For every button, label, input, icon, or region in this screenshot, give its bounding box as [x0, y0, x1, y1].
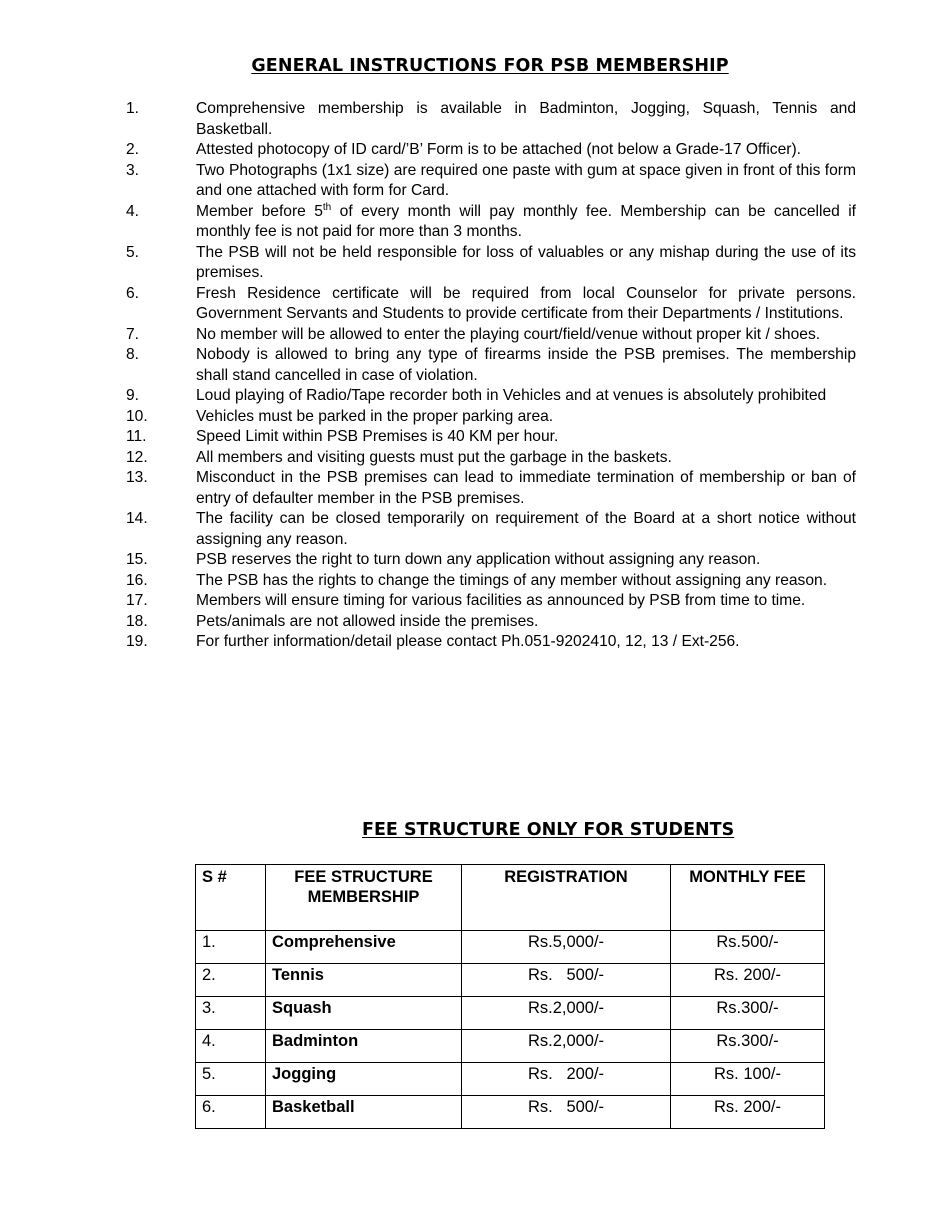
instruction-text: All members and visiting guests must put the garbage in the baskets.: [196, 448, 672, 466]
instruction-text: For further information/detail please contact Ph.051-9202410, 12, 13 / Ext-256.: [196, 633, 740, 650]
instruction-text: Two Photographs (1x1 size) are required one paste with gum at space given in front of this form and one attached with form for Card.: [196, 161, 856, 199]
instruction-text: The PSB has the rights to change the timings of any member without assigning any reason.: [196, 571, 828, 589]
cell-serial-number: 3.: [196, 997, 266, 1030]
instruction-text: Speed Limit within PSB Premises is 40 KM per hour.: [196, 428, 559, 445]
instruction-text: PSB reserves the right to turn down any application without assigning any reason.: [196, 551, 761, 568]
instruction-text: Nobody is allowed to bring any type of firearms inside the PSB premises. The membership shall stand cancelled in case of violation.: [196, 346, 856, 384]
instruction-number: 17.: [126, 592, 148, 609]
cell-serial-number: 2.: [196, 964, 266, 997]
instruction-item: [126, 345, 856, 386]
instruction-number: 2.: [126, 141, 140, 158]
cell-serial-number: 1.: [196, 931, 266, 964]
cell-membership: Comprehensive: [266, 931, 462, 964]
instruction-item: [126, 571, 856, 592]
instruction-item: [126, 509, 856, 550]
table-row: [196, 1096, 825, 1129]
cell-membership: Squash: [266, 997, 462, 1030]
instruction-number: 4.: [126, 202, 140, 220]
instruction-item: [126, 427, 856, 448]
instruction-text: The PSB will not be held responsible for loss of valuables or any mishap during the use of its premises.: [196, 243, 856, 281]
instruction-number: 15.: [126, 551, 148, 568]
instruction-text: No member will be allowed to enter the playing court/field/venue without proper kit / shoes.: [196, 325, 821, 343]
instruction-item: [126, 140, 856, 161]
header-membership: FEE STRUCTURE MEMBERSHIP: [266, 865, 462, 931]
instruction-text-start: Member before 5: [196, 202, 323, 220]
instruction-number: 13.: [126, 469, 148, 486]
instruction-number: 19.: [126, 633, 148, 650]
fee-structure-table: [195, 864, 825, 1129]
table-row: [196, 931, 825, 964]
cell-monthly-fee: Rs.300/-: [671, 997, 825, 1030]
page-title: GENERAL INSTRUCTIONS FOR PSB MEMBERSHIP: [251, 56, 729, 76]
instruction-list: [126, 99, 856, 653]
fee-structure-title: FEE STRUCTURE ONLY FOR STUDENTS: [362, 820, 735, 840]
instruction-item: [126, 386, 856, 407]
table-row: [196, 1030, 825, 1063]
ordinal-superscript: th: [322, 201, 332, 213]
instruction-text: Members will ensure timing for various facilities as announced by PSB from time to time.: [196, 592, 806, 609]
instruction-text-end: of every month will pay monthly fee. Membership can be cancelled if monthly fee is not paid for more than 3 months.: [196, 202, 856, 240]
instruction-text: The facility can be closed temporarily on requirement of the Board at a short notice without assigning any reason.: [196, 510, 856, 548]
instruction-item: [126, 202, 856, 243]
instruction-text: Misconduct in the PSB premises can lead to immediate termination of membership or ban of entry of defaulter member in the PSB premises.: [196, 469, 856, 507]
instruction-item: [126, 632, 856, 653]
instruction-item: [126, 591, 856, 612]
table-row: [196, 1063, 825, 1096]
instruction-text: Pets/animals are not allowed inside the premises.: [196, 612, 539, 630]
instruction-item: [126, 99, 856, 140]
instruction-number: 6.: [126, 284, 140, 302]
table-header-row: [196, 865, 825, 931]
cell-membership: Badminton: [266, 1030, 462, 1063]
instruction-item: [126, 161, 856, 202]
cell-registration: Rs.2,000/-: [462, 1030, 671, 1063]
cell-monthly-fee: Rs. 100/-: [671, 1063, 825, 1096]
cell-registration: Rs. 200/-: [462, 1063, 671, 1096]
instruction-item: [126, 468, 856, 509]
table-row: [196, 964, 825, 997]
cell-serial-number: 4.: [196, 1030, 266, 1063]
instruction-item: [126, 448, 856, 469]
header-monthly-fee: MONTHLY FEE: [671, 865, 825, 931]
instruction-text: Loud playing of Radio/Tape recorder both in Vehicles and at venues is absolutely prohibited: [196, 387, 827, 404]
instruction-number: 10.: [126, 407, 148, 425]
cell-monthly-fee: Rs. 200/-: [671, 1096, 825, 1129]
instruction-item: [126, 612, 856, 633]
cell-registration: Rs.5,000/-: [462, 931, 671, 964]
instruction-number: 5.: [126, 243, 140, 261]
header-serial-number: S #: [196, 865, 266, 931]
instruction-number: 1.: [126, 100, 140, 117]
instruction-item: [126, 284, 856, 325]
instruction-text: Vehicles must be parked in the proper parking area.: [196, 407, 554, 425]
instruction-item: [126, 550, 856, 571]
instruction-number: 9.: [126, 387, 140, 404]
instruction-number: 18.: [126, 612, 148, 630]
cell-monthly-fee: Rs. 200/-: [671, 964, 825, 997]
cell-monthly-fee: Rs.500/-: [671, 931, 825, 964]
instruction-item: [126, 407, 856, 428]
instruction-number: 14.: [126, 510, 148, 527]
instruction-text: [196, 203, 856, 241]
table-row: [196, 997, 825, 1030]
instruction-item: [126, 325, 856, 346]
cell-serial-number: 5.: [196, 1063, 266, 1096]
instruction-number: 11.: [126, 428, 147, 445]
cell-registration: Rs. 500/-: [462, 1096, 671, 1129]
cell-registration: Rs. 500/-: [462, 964, 671, 997]
cell-serial-number: 6.: [196, 1096, 266, 1129]
cell-membership: Tennis: [266, 964, 462, 997]
instruction-number: 3.: [126, 161, 140, 179]
cell-monthly-fee: Rs.300/-: [671, 1030, 825, 1063]
instruction-number: 12.: [126, 448, 148, 466]
instruction-number: 8.: [126, 346, 140, 363]
header-registration: REGISTRATION: [462, 865, 671, 931]
instruction-text: Attested photocopy of ID card/’B’ Form is to be attached (not below a Grade-17 Officer).: [196, 141, 801, 158]
cell-registration: Rs.2,000/-: [462, 997, 671, 1030]
cell-membership: Basketball: [266, 1096, 462, 1129]
instruction-number: 7.: [126, 325, 140, 343]
instruction-text: Fresh Residence certificate will be required from local Counselor for private persons. Government Servants and Students to provide certificate from their Departments / Institutions.: [196, 284, 856, 322]
instruction-number: 16.: [126, 571, 148, 589]
cell-membership: Jogging: [266, 1063, 462, 1096]
instruction-text: Comprehensive membership is available in Badminton, Jogging, Squash, Tennis and Basketball.: [196, 100, 856, 138]
instruction-item: [126, 243, 856, 284]
